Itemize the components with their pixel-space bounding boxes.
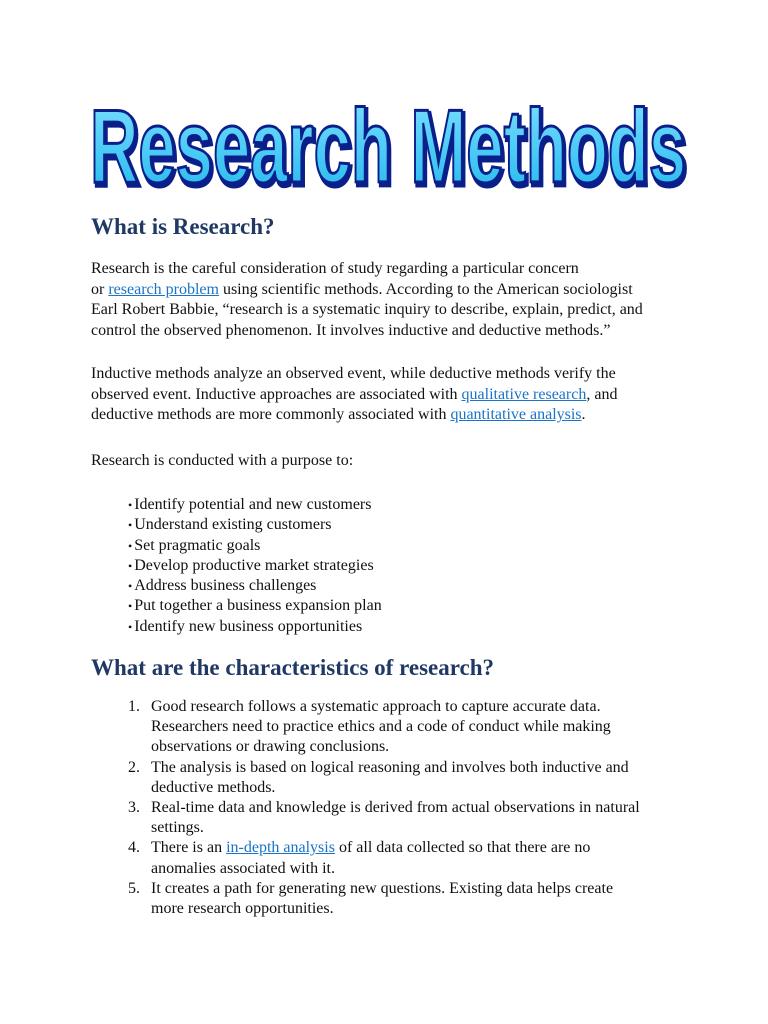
text-line: observations or drawing conclusions. (151, 738, 390, 756)
bullet-text: Put together a business expansion plan (134, 597, 382, 615)
text-line: , and (586, 385, 618, 403)
bullet-text: Develop productive market strategies (134, 556, 374, 574)
link-qualitative-research[interactable]: qualitative research (461, 385, 587, 403)
text-line: using scientific methods. According to the American sociologist (218, 280, 633, 298)
numbered-item (128, 879, 688, 919)
text-line: more research opportunities. (151, 900, 334, 918)
bullet-text: Identify new business opportunities (134, 617, 363, 635)
wordart-title (88, 82, 692, 194)
text-line: observed event. Inductive approaches are associated with (91, 385, 462, 403)
text-line: Inductive methods analyze an observed event, while deductive methods verify the (91, 365, 616, 382)
bullet-symbol: • (128, 498, 133, 512)
bullet-text: Understand existing customers (134, 516, 332, 534)
text-line: control the observed phenomenon. It involves inductive and deductive methods.” (91, 321, 611, 339)
text-line: settings. (151, 819, 204, 837)
text-line: Good research follows a systematic approach to capture accurate data. (151, 698, 601, 715)
numbered-item (128, 697, 688, 758)
bullet-item (128, 576, 382, 596)
text-line: deductive methods. (151, 778, 276, 796)
bullet-symbol: • (128, 599, 133, 614)
purpose-bullet-list (128, 495, 382, 637)
item-number: 4. (128, 839, 140, 857)
link-in-depth-analysis[interactable]: in-depth analysis (226, 839, 335, 857)
text-line: There is an (151, 839, 227, 857)
bullet-item (128, 556, 382, 576)
bullet-text: Set pragmatic goals (134, 536, 261, 554)
item-number: 3. (128, 799, 140, 817)
text-line: Research is the careful consideration of study regarding a particular concern (91, 260, 579, 277)
bullet-item (128, 596, 382, 616)
text-line: Researchers need to practice ethics and a code of conduct while making (151, 718, 611, 736)
text-line: of all data collected so that there are no (334, 839, 591, 857)
text-line: It creates a path for generating new questions. Existing data helps create (151, 879, 614, 897)
bullet-text: Identify potential and new customers (134, 496, 372, 513)
bullet-symbol: • (128, 619, 133, 634)
text-line: Earl Robert Babbie, “research is a systematic inquiry to describe, explain, predict, and (91, 301, 643, 318)
text-line: deductive methods are more commonly associated with (91, 406, 451, 423)
numbered-item (128, 798, 688, 838)
text-line: The analysis is based on logical reasoning and involves both inductive and (151, 758, 629, 776)
bullet-item (128, 617, 382, 637)
numbered-item (128, 838, 688, 878)
bullet-symbol: • (128, 579, 133, 594)
wordart-title-shadow: Research Methods (92, 92, 688, 194)
bullet-item (128, 536, 382, 556)
item-number: 2. (128, 758, 140, 776)
item-number: 1. (128, 698, 140, 715)
link-quantitative-analysis[interactable]: quantitative analysis (450, 406, 582, 423)
text-line: anomalies associated with it. (151, 859, 335, 877)
bullet-symbol: • (128, 558, 133, 573)
paragraph-methods (91, 364, 691, 426)
characteristics-numbered-list (128, 697, 688, 919)
numbered-item (128, 758, 688, 798)
item-number: 5. (128, 879, 140, 897)
bullet-symbol: • (128, 538, 133, 553)
link-research-problem[interactable]: research problem (108, 280, 219, 298)
paragraph-definition (91, 259, 691, 341)
text-line: or (91, 280, 109, 298)
heading-characteristics: What are the characteristics of research? (91, 655, 495, 680)
bullet-symbol: • (128, 518, 133, 533)
wordart-title-graphic (88, 82, 692, 194)
bullet-item (128, 515, 382, 535)
text-line: . (581, 406, 586, 423)
text-line: Real-time data and knowledge is derived from actual observations in natural (151, 799, 640, 817)
heading-what-is-research: What is Research? (91, 214, 275, 239)
wordart-title-text: Research Methods (90, 89, 686, 194)
bullet-text: Address business challenges (134, 577, 317, 595)
paragraph-purpose: Research is conducted with a purpose to: (91, 452, 354, 469)
bullet-item (128, 495, 382, 515)
